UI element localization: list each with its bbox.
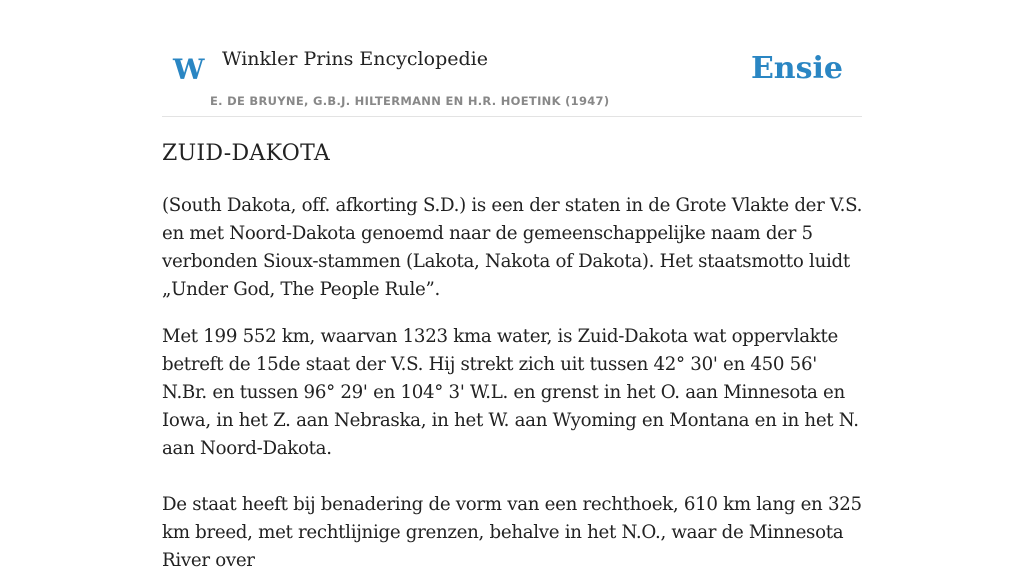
- source-authors: E. DE BRUYNE, G.B.J. HILTERMANN EN H.R. HOETINK (1947): [210, 94, 610, 108]
- article-paragraph: (South Dakota, off. afkorting S.D.) is een der staten in de Grote Vlakte der V.S. en met Noord-Dakota genoemd naar de gemeenschappelijke naam der 5 verbonden Sioux-stammen (Lakota, Nakota of Dakota). Het staatsmotto luidt „Under God, The People Rule”.: [162, 195, 863, 300]
- article-body: [162, 138, 867, 575]
- site-header: [162, 0, 862, 117]
- article-paragraph: Met 199 552 km, waarvan 1323 kma water, is Zuid-Dakota wat oppervlakte betreft de 15de staat der V.S. Hij strekt zich uit tussen 42° 30' en 450 56' N.Br. en tussen 96° 29' en 104° 3' W.L. en grenst in het O. aan Minnesota en Iowa, in het Z. aan Nebraska, in het W. aan Wyoming en Montana en in het N. aan Noord-Dakota.: [162, 326, 859, 459]
- winkler-prins-logo-icon[interactable]: W: [173, 53, 204, 86]
- article-paragraph: De staat heeft bij benadering de vorm van een rechthoek, 610 km lang en 325 km breed, met rechtlijnige grenzen, behalve in het N.O., waar de Minnesota River over: [162, 494, 862, 571]
- ensie-brand-link[interactable]: Ensie: [750, 51, 843, 86]
- article-title: ZUID-DAKOTA: [162, 141, 331, 166]
- site-title-link[interactable]: Winkler Prins Encyclopedie: [222, 48, 488, 70]
